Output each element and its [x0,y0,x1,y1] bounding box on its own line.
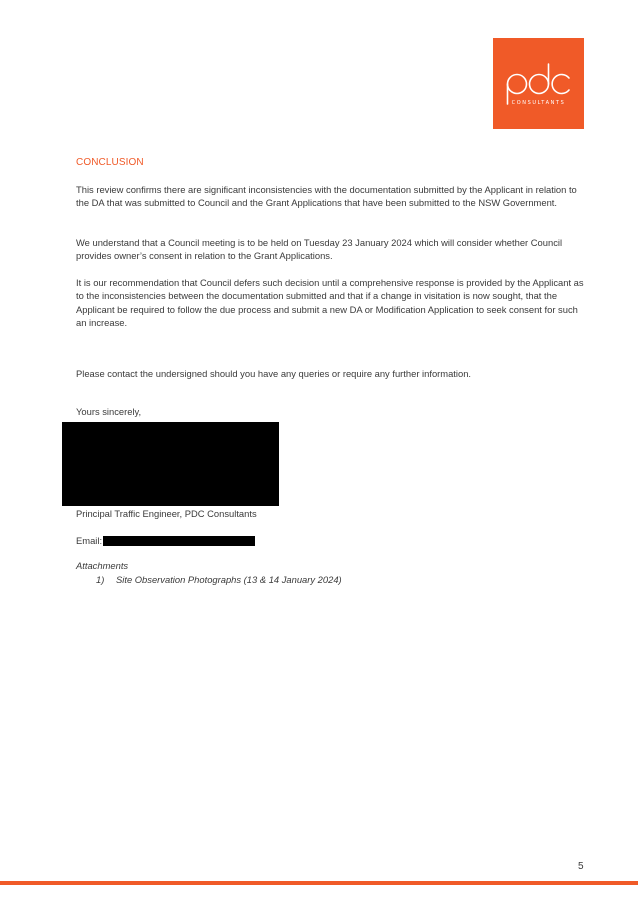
email-label: Email: [76,535,103,546]
section-heading: CONCLUSION [76,157,144,168]
paragraph-contact: Please contact the undersigned should you have any queries or require any further information. [76,368,472,379]
attachment-number: 1) [96,574,105,585]
pdc-logo [493,38,584,129]
paragraph-review-summary: This review confirms there are significant inconsistencies with the documentation submitted by the Applicant in relation to the DA that was submitted to Council and the Grant Applications that have been submitted to the NSW Government. [76,184,577,209]
signatory-title: Principal Traffic Engineer, PDC Consultants [76,508,257,519]
logo-subtext: CONSULTANTS [511,100,566,106]
email-row [76,535,255,546]
attachment-text: Site Observation Photographs (13 & 14 January 2024) [116,574,342,585]
closing-salutation: Yours sincerely, [76,406,142,417]
footer-rule [0,881,638,885]
pdc-logo-mark [493,38,584,129]
paragraph-recommendation: It is our recommendation that Council defers such decision until a comprehensive response is provided by the Applicant as to the inconsistencies between the documentation submitted and that if a change in visitation is now sought, that the Applicant be required to follow the due process and submit a new DA or Modification Application to seek consent for such an increase. [76,277,584,328]
page-number: 5 [578,861,584,872]
redacted-email [103,536,255,546]
paragraph-council-meeting: We understand that a Council meeting is to be held on Tuesday 23 January 2024 which will consider whether Council provides owner’s consent in relation to the Grant Applications. [76,237,563,262]
attachment-item [96,574,342,585]
attachments-heading: Attachments [76,560,129,571]
redacted-signature [62,422,279,506]
